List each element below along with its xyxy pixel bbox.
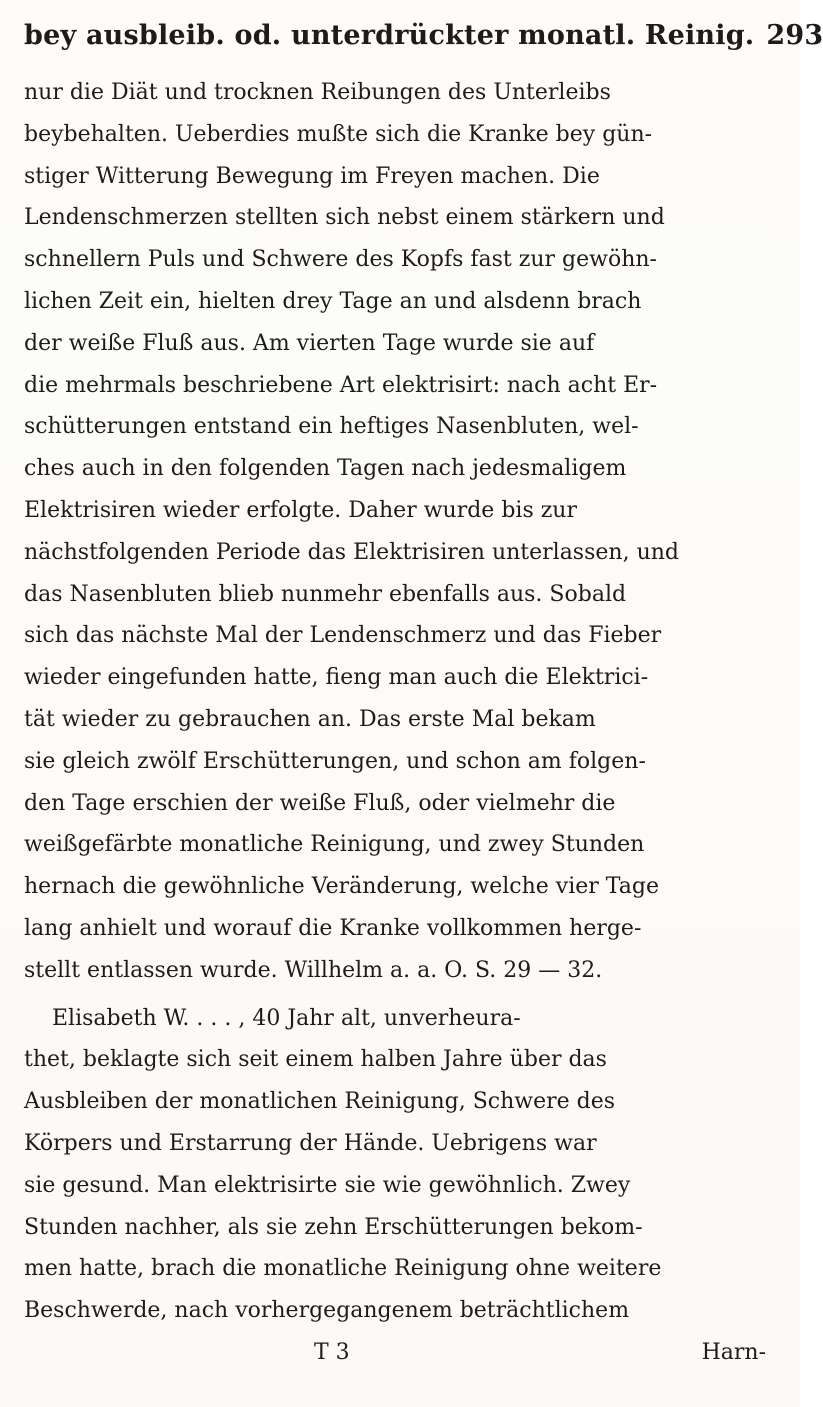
body-text — [24, 72, 776, 1374]
text-line: hernach die gewöhnliche Veränderung, welche vier Tage — [24, 874, 659, 900]
text-line: stiger Witterung Bewegung im Freyen machen. Die — [24, 163, 600, 189]
text-line: weißgefärbte monatliche Reinigung, und zwey Stunden — [24, 832, 645, 858]
text-line: schütterungen entstand ein heftiges Nasenbluten, wel- — [24, 414, 639, 440]
text-line: Lendenschmerzen stellten sich nebst einem stärkern und — [24, 205, 665, 231]
text-line: sie gesund. Man elektrisirte sie wie gewöhnlich. Zwey — [24, 1172, 631, 1198]
text-line: Ausbleiben der monatlichen Reinigung, Schwere des — [24, 1089, 616, 1115]
paragraph-1 — [24, 72, 776, 992]
text-line: sich das nächste Mal der Lendenschmerz und das Fieber — [24, 623, 662, 649]
text-line: ches auch in den folgenden Tagen nach jedesmaligem — [24, 456, 627, 482]
text-line: beybehalten. Ueberdies mußte sich die Kranke bey gün- — [24, 121, 653, 147]
text-line: men hatte, brach die monatliche Reinigung ohne weitere — [24, 1256, 662, 1282]
text-line: den Tage erschien der weiße Fluß, oder vielmehr die — [24, 790, 616, 816]
text-line: tät wieder zu gebrauchen an. Das erste Mal bekam — [24, 706, 596, 732]
text-line: nächstfolgenden Periode das Elektrisiren unterlassen, und — [24, 539, 679, 565]
running-title: bey ausbleib. od. unterdrückter monatl. Reinig. — [24, 20, 755, 51]
text-line: Beschwerde, nach vorhergegangenem beträchtlichem — [24, 1298, 630, 1324]
text-line: thet, beklagte sich seit einem halben Jahre über das — [24, 1047, 607, 1073]
signature-mark: T 3 — [314, 1339, 350, 1365]
running-header — [24, 16, 823, 60]
text-line: Elektrisiren wieder erfolgte. Daher wurde bis zur — [24, 497, 577, 523]
catchword: Harn- — [701, 1339, 766, 1365]
text-line: Stunden nachher, als sie zehn Erschütterungen bekom- — [24, 1214, 643, 1240]
page-footer — [24, 1332, 776, 1374]
text-line: lichen Zeit ein, hielten drey Tage an und alsdenn brach — [24, 288, 642, 314]
text-line: die mehrmals beschriebene Art elektrisirt: nach acht Er- — [24, 372, 658, 398]
text-line: schnellern Puls und Schwere des Kopfs fast zur gewöhn- — [24, 247, 657, 273]
page-number: 293 — [766, 20, 823, 51]
text-line: wieder eingefunden hatte, fieng man auch die Elektrici- — [24, 665, 649, 691]
text-line: nur die Diät und trocknen Reibungen des Unterleibs — [24, 80, 611, 105]
text-line: lang anhielt und worauf die Kranke vollkommen herge- — [24, 915, 642, 941]
text-line: Elisabeth W. . . . , 40 Jahr alt, unverheura- — [52, 1005, 521, 1031]
text-line: stellt entlassen wurde. Willhelm a. a. O. S. 29 — 32. — [24, 957, 603, 983]
paragraph-2 — [24, 998, 776, 1332]
text-line: Körpers und Erstarrung der Hände. Uebrigens war — [24, 1130, 597, 1156]
text-line: der weiße Fluß aus. Am vierten Tage wurde sie auf — [24, 330, 595, 356]
text-line: sie gleich zwölf Erschütterungen, und schon am folgen- — [24, 748, 646, 774]
text-line: das Nasenbluten blieb nunmehr ebenfalls aus. Sobald — [24, 581, 627, 607]
